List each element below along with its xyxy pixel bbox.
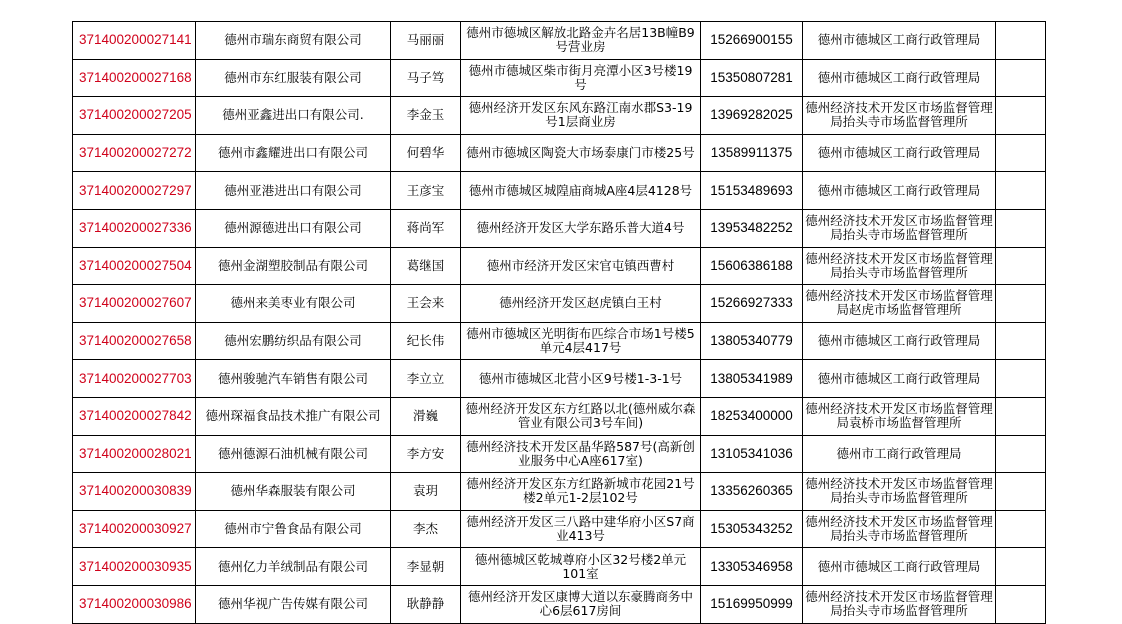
company-name-cell: 德州琛福食品技术推广有限公司 xyxy=(196,397,391,435)
authority-cell: 德州经济技术开发区市场监督管理局抬头寺市场监督管理所 xyxy=(803,247,996,285)
registration-number-cell: 371400200030927 xyxy=(73,510,196,548)
company-name-cell: 德州市瑞东商贸有限公司 xyxy=(196,22,391,60)
authority-cell: 德州经济技术开发区市场监督管理局抬头寺市场监督管理所 xyxy=(803,473,996,511)
phone-cell: 15266927333 xyxy=(701,285,803,323)
authority-cell: 德州市德城区工商行政管理局 xyxy=(803,360,996,398)
registration-number-cell: 371400200027842 xyxy=(73,397,196,435)
authority-cell: 德州经济技术开发区市场监督管理局抬头寺市场监督管理所 xyxy=(803,209,996,247)
table-row xyxy=(73,510,1046,548)
address-cell: 德州经济开发区赵虎镇白王村 xyxy=(461,285,701,323)
authority-cell: 德州市德城区工商行政管理局 xyxy=(803,134,996,172)
phone-cell: 15169950999 xyxy=(701,585,803,623)
phone-cell: 13589911375 xyxy=(701,134,803,172)
phone-cell: 13356260365 xyxy=(701,473,803,511)
legal-representative-cell: 李显朝 xyxy=(391,548,461,586)
empty-cell xyxy=(996,172,1046,210)
company-name-cell: 德州市宁鲁食品有限公司 xyxy=(196,510,391,548)
table-row xyxy=(73,247,1046,285)
phone-cell: 13105341036 xyxy=(701,435,803,473)
authority-cell: 德州市德城区工商行政管理局 xyxy=(803,59,996,97)
registration-number-cell: 371400200027703 xyxy=(73,360,196,398)
empty-cell xyxy=(996,322,1046,360)
registration-number-cell: 371400200028021 xyxy=(73,435,196,473)
table-row xyxy=(73,585,1046,623)
empty-cell xyxy=(996,134,1046,172)
legal-representative-cell: 李金玉 xyxy=(391,97,461,135)
table-row xyxy=(73,435,1046,473)
address-cell: 德州市德城区北营小区9号楼1-3-1号 xyxy=(461,360,701,398)
company-name-cell: 德州骏驰汽车销售有限公司 xyxy=(196,360,391,398)
registration-number-cell: 371400200030935 xyxy=(73,548,196,586)
table-row xyxy=(73,397,1046,435)
address-cell: 德州市德城区光明街布匹综合市场1号楼5单元4层417号 xyxy=(461,322,701,360)
empty-cell xyxy=(996,22,1046,60)
authority-cell: 德州市德城区工商行政管理局 xyxy=(803,548,996,586)
table-row xyxy=(73,22,1046,60)
address-cell: 德州市德城区城隍庙商城A座4层4128号 xyxy=(461,172,701,210)
registration-number-cell: 371400200027607 xyxy=(73,285,196,323)
table-row xyxy=(73,360,1046,398)
table-row xyxy=(73,134,1046,172)
registration-number-cell: 371400200030839 xyxy=(73,473,196,511)
table-row xyxy=(73,172,1046,210)
phone-cell: 13953482252 xyxy=(701,209,803,247)
legal-representative-cell: 王会来 xyxy=(391,285,461,323)
registration-number-cell: 371400200027658 xyxy=(73,322,196,360)
empty-cell xyxy=(996,435,1046,473)
legal-representative-cell: 马子笃 xyxy=(391,59,461,97)
company-name-cell: 德州亚鑫进出口有限公司. xyxy=(196,97,391,135)
table-row xyxy=(73,322,1046,360)
address-cell: 德州市德城区解放北路金卉名居13B幢B9号营业房 xyxy=(461,22,701,60)
legal-representative-cell: 李杰 xyxy=(391,510,461,548)
authority-cell: 德州经济技术开发区市场监督管理局袁桥市场监督管理所 xyxy=(803,397,996,435)
registration-number-cell: 371400200027168 xyxy=(73,59,196,97)
empty-cell xyxy=(996,360,1046,398)
empty-cell xyxy=(996,247,1046,285)
address-cell: 德州经济开发区大学东路乐普大道4号 xyxy=(461,209,701,247)
table-row xyxy=(73,59,1046,97)
table-row xyxy=(73,285,1046,323)
company-name-cell: 德州市鑫耀进出口有限公司 xyxy=(196,134,391,172)
empty-cell xyxy=(996,397,1046,435)
legal-representative-cell: 葛继国 xyxy=(391,247,461,285)
empty-cell xyxy=(996,510,1046,548)
address-cell: 德州经济开发区东方红路以北(德州威尔森管业有限公司3号车间) xyxy=(461,397,701,435)
phone-cell: 15350807281 xyxy=(701,59,803,97)
table-row xyxy=(73,473,1046,511)
registration-number-cell: 371400200027504 xyxy=(73,247,196,285)
authority-cell: 德州市德城区工商行政管理局 xyxy=(803,322,996,360)
legal-representative-cell: 何碧华 xyxy=(391,134,461,172)
address-cell: 德州经济开发区东风东路江南水郡S3-19号1层商业房 xyxy=(461,97,701,135)
company-name-cell: 德州来美枣业有限公司 xyxy=(196,285,391,323)
legal-representative-cell: 王彦宝 xyxy=(391,172,461,210)
phone-cell: 13805340779 xyxy=(701,322,803,360)
address-cell: 德州市经济开发区宋官屯镇西曹村 xyxy=(461,247,701,285)
legal-representative-cell: 李立立 xyxy=(391,360,461,398)
authority-cell: 德州经济技术开发区市场监督管理局抬头寺市场监督管理所 xyxy=(803,97,996,135)
empty-cell xyxy=(996,209,1046,247)
legal-representative-cell: 滑巍 xyxy=(391,397,461,435)
company-name-cell: 德州华森服装有限公司 xyxy=(196,473,391,511)
authority-cell: 德州市德城区工商行政管理局 xyxy=(803,22,996,60)
address-cell: 德州经济开发区三八路中建华府小区S7商业413号 xyxy=(461,510,701,548)
table-row xyxy=(73,97,1046,135)
authority-cell: 德州市工商行政管理局 xyxy=(803,435,996,473)
table-body xyxy=(73,22,1046,624)
legal-representative-cell: 纪长伟 xyxy=(391,322,461,360)
table-row xyxy=(73,548,1046,586)
empty-cell xyxy=(996,97,1046,135)
address-cell: 德州经济开发区康博大道以东豪腾商务中心6层617房间 xyxy=(461,585,701,623)
company-name-cell: 德州市东红服装有限公司 xyxy=(196,59,391,97)
legal-representative-cell: 马丽丽 xyxy=(391,22,461,60)
registration-number-cell: 371400200027336 xyxy=(73,209,196,247)
address-cell: 德州经济技术开发区晶华路587号(高新创业服务中心A座617室) xyxy=(461,435,701,473)
phone-cell: 13305346958 xyxy=(701,548,803,586)
empty-cell xyxy=(996,473,1046,511)
phone-cell: 13805341989 xyxy=(701,360,803,398)
empty-cell xyxy=(996,585,1046,623)
empty-cell xyxy=(996,548,1046,586)
registration-number-cell: 371400200027272 xyxy=(73,134,196,172)
empty-cell xyxy=(996,59,1046,97)
legal-representative-cell: 袁玥 xyxy=(391,473,461,511)
registration-number-cell: 371400200027205 xyxy=(73,97,196,135)
phone-cell: 18253400000 xyxy=(701,397,803,435)
registry-table xyxy=(72,21,1046,624)
company-name-cell: 德州亚港进出口有限公司 xyxy=(196,172,391,210)
company-name-cell: 德州源德进出口有限公司 xyxy=(196,209,391,247)
address-cell: 德州市德城区陶瓷大市场泰康门市楼25号 xyxy=(461,134,701,172)
address-cell: 德州市德城区柴市街月亮潭小区3号楼19号 xyxy=(461,59,701,97)
authority-cell: 德州经济技术开发区市场监督管理局赵虎市场监督管理所 xyxy=(803,285,996,323)
company-name-cell: 德州宏鹏纺织品有限公司 xyxy=(196,322,391,360)
table-row xyxy=(73,209,1046,247)
phone-cell: 15305343252 xyxy=(701,510,803,548)
company-name-cell: 德州金湖塑胶制品有限公司 xyxy=(196,247,391,285)
address-cell: 德州经济开发区东方红路新城市花园21号楼2单元1-2层102号 xyxy=(461,473,701,511)
legal-representative-cell: 蒋尚军 xyxy=(391,209,461,247)
phone-cell: 15606386188 xyxy=(701,247,803,285)
authority-cell: 德州经济技术开发区市场监督管理局抬头寺市场监督管理所 xyxy=(803,585,996,623)
registration-number-cell: 371400200027141 xyxy=(73,22,196,60)
registration-number-cell: 371400200027297 xyxy=(73,172,196,210)
empty-cell xyxy=(996,285,1046,323)
authority-cell: 德州经济技术开发区市场监督管理局抬头寺市场监督管理所 xyxy=(803,510,996,548)
phone-cell: 15266900155 xyxy=(701,22,803,60)
phone-cell: 15153489693 xyxy=(701,172,803,210)
company-name-cell: 德州德源石油机械有限公司 xyxy=(196,435,391,473)
legal-representative-cell: 耿静静 xyxy=(391,585,461,623)
registration-number-cell: 371400200030986 xyxy=(73,585,196,623)
address-cell: 德州德城区乾城尊府小区32号楼2单元101室 xyxy=(461,548,701,586)
authority-cell: 德州市德城区工商行政管理局 xyxy=(803,172,996,210)
legal-representative-cell: 李方安 xyxy=(391,435,461,473)
phone-cell: 13969282025 xyxy=(701,97,803,135)
company-name-cell: 德州华视广告传媒有限公司 xyxy=(196,585,391,623)
company-name-cell: 德州亿力羊绒制品有限公司 xyxy=(196,548,391,586)
